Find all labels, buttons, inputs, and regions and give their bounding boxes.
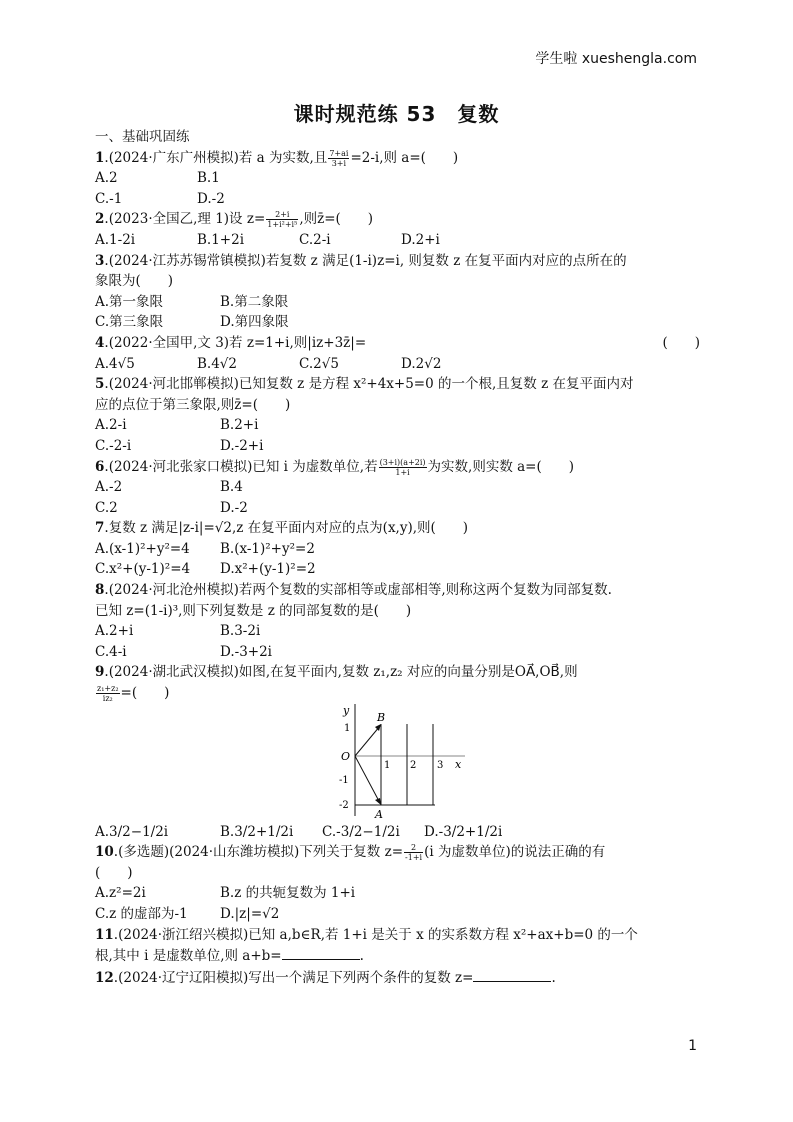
option[interactable]: B.z 的共轭复数为 1+i — [220, 885, 356, 902]
question-7 — [95, 518, 700, 539]
option[interactable]: D.x²+(y-1)²=2 — [220, 561, 316, 578]
option[interactable]: B.3/2+1/2i — [220, 823, 294, 840]
answer-blank[interactable] — [282, 945, 360, 960]
option[interactable]: B.2+i — [220, 417, 259, 434]
question-number: 5 — [95, 376, 105, 393]
question-1 — [95, 148, 700, 169]
option[interactable]: A.4√5 — [95, 355, 135, 372]
y-tick-label: -2 — [339, 799, 349, 811]
question-number: 6 — [95, 458, 105, 475]
options-row — [95, 498, 700, 519]
options-row — [95, 822, 700, 843]
question-text: (i 为虚数单位)的说法正确的有 — [424, 844, 606, 861]
option[interactable]: C.第三象限 — [95, 314, 164, 331]
option[interactable]: D.2+i — [401, 231, 440, 248]
question-number: 11 — [95, 926, 114, 943]
question-text: .(2024·广东广州模拟)若 a 为实数,且 — [104, 149, 328, 166]
option[interactable]: D.-3/2+1/2i — [424, 823, 503, 840]
options-row — [95, 904, 700, 925]
option[interactable]: B.1 — [197, 170, 220, 187]
question-number: 7 — [95, 520, 105, 537]
options-row — [95, 415, 700, 436]
fraction-denominator: 3+i — [331, 158, 347, 168]
options-row — [95, 312, 700, 333]
vector-ob — [355, 726, 380, 756]
x-tick-label: 1 — [384, 759, 391, 771]
question-text: .(2024·辽宁辽阳模拟)写出一个满足下列两个条件的复数 z= — [113, 969, 474, 986]
option[interactable]: D.2√2 — [401, 355, 442, 372]
answer-blank[interactable] — [473, 967, 551, 982]
option[interactable]: B.(x-1)²+y²=2 — [220, 540, 315, 557]
option[interactable]: A.2+i — [95, 623, 134, 640]
fraction-denominator: 1+i²+i⁵ — [267, 220, 298, 230]
question-text: .(2023·全国乙,理 1)设 z= — [104, 211, 266, 228]
question-text: .(多选题)(2024·山东潍坊模拟)下列关于复数 z= — [113, 844, 404, 861]
options-row — [95, 189, 700, 210]
question-text: =( ) — [120, 685, 170, 702]
question-number: 9 — [95, 664, 105, 681]
question-text: 根,其中 i 是虚数单位,则 a+b= — [95, 948, 282, 965]
answer-paren: ( ) — [662, 334, 700, 351]
section-heading: 一、基础巩固练 — [95, 129, 190, 145]
option[interactable]: C.-1 — [95, 190, 123, 207]
option[interactable]: A.2-i — [95, 417, 127, 434]
question-number: 12 — [95, 969, 114, 986]
fraction-denominator: iz₂ — [102, 694, 113, 704]
option[interactable]: D.-2+i — [220, 437, 264, 454]
question-8 — [95, 580, 700, 601]
question-text: ,则z̄=( ) — [299, 211, 374, 228]
option[interactable]: A.-2 — [95, 479, 123, 496]
question-text: .(2024·湖北武汉模拟)如图,在复平面内,复数 z₁,z₂ 对应的向量分别是OA⃗,OB⃗,则 — [104, 664, 578, 681]
question-text: 象限为( ) — [95, 273, 174, 290]
options-row — [95, 292, 700, 313]
option[interactable]: C.x²+(y-1)²=4 — [95, 561, 191, 578]
option[interactable]: B.1+2i — [197, 231, 245, 248]
option[interactable]: C.-3/2−1/2i — [322, 823, 400, 840]
fraction — [266, 210, 298, 229]
options-row — [95, 642, 700, 663]
option[interactable]: A.z²=2i — [95, 885, 146, 902]
question-6 — [95, 457, 700, 478]
question-number: 8 — [95, 582, 105, 599]
option[interactable]: C.2-i — [299, 231, 331, 248]
question-text: . — [551, 969, 556, 986]
option[interactable]: C.2 — [95, 499, 118, 516]
question-11 — [95, 925, 700, 946]
option[interactable]: C.2√5 — [299, 355, 339, 372]
question-text: .(2024·浙江绍兴模拟)已知 a,b∈R,若 1+i 是关于 x 的实系数方程 x²+ax+b=0 的一个 — [113, 926, 638, 943]
question-text: .(2024·河北沧州模拟)若两个复数的实部相等或虚部相等,则称这两个复数为同部复数. — [104, 582, 612, 599]
fraction-denominator: -1+i — [405, 853, 423, 863]
y-axis-label: y — [343, 703, 350, 717]
question-text: .(2024·江苏苏锡常镇模拟)若复数 z 满足(1-i)z=i, 则复数 z 在复平面内对应的点所在的 — [104, 252, 627, 269]
options-row — [95, 559, 700, 580]
option[interactable]: A.第一象限 — [95, 293, 164, 310]
question-5 — [95, 374, 700, 395]
question-text: 已知 z=(1-i)³,则下列复数是 z 的同部复数的是( ) — [95, 602, 412, 619]
question-10 — [95, 842, 700, 863]
fraction — [96, 684, 120, 703]
options-row — [95, 621, 700, 642]
option[interactable]: D.-2 — [197, 190, 225, 207]
question-text: 为实数,则实数 a=( ) — [427, 458, 575, 475]
question-text: ( ) — [95, 864, 133, 881]
question-number: 2 — [95, 211, 105, 228]
fraction-numerator: z₁+z₂ — [97, 684, 119, 694]
arrowhead-a — [375, 798, 381, 805]
option[interactable]: A.(x-1)²+y²=4 — [95, 540, 190, 557]
fraction-numerator: 2 — [404, 843, 423, 853]
point-b-label: B — [377, 710, 386, 724]
option[interactable]: B.4 — [220, 479, 243, 496]
fraction — [379, 458, 427, 477]
fraction — [328, 149, 349, 168]
option[interactable]: A.2 — [95, 170, 118, 187]
option[interactable]: C.-2-i — [95, 437, 132, 454]
option[interactable]: C.z 的虚部为-1 — [95, 906, 188, 922]
complex-plane-svg — [335, 704, 475, 822]
page-title: 课时规范练 53 复数 — [293, 102, 500, 126]
option[interactable]: A.1-2i — [95, 231, 136, 248]
question-text: .复数 z 满足|z-i|=√2,z 在复平面内对应的点为(x,y),则( ) — [104, 520, 469, 537]
fraction-numerator: 7+ai — [329, 148, 349, 158]
option[interactable]: A.3/2−1/2i — [95, 823, 169, 840]
question-number: 10 — [95, 844, 114, 861]
page-number: 1 — [688, 1038, 697, 1054]
origin-label: O — [341, 749, 351, 763]
options-row — [95, 883, 700, 904]
question-text: .(2024·河北张家口模拟)已知 i 为虚数单位,若 — [104, 458, 378, 475]
question-list — [95, 127, 700, 988]
question-text: . — [359, 948, 364, 965]
question-3 — [95, 251, 700, 272]
options-row — [95, 477, 700, 498]
option[interactable]: B.第二象限 — [220, 293, 289, 310]
x-tick-label: 3 — [437, 759, 444, 771]
question-11-cont — [95, 945, 700, 967]
fraction-numerator: 2+i — [266, 210, 298, 220]
options-row — [95, 539, 700, 560]
y-tick-label: 1 — [344, 722, 351, 734]
question-text: 应的点位于第三象限,则z̄=( ) — [95, 396, 291, 413]
question-text: =2-i,则 a=( ) — [350, 149, 459, 166]
question-9-cont — [95, 683, 700, 704]
option[interactable]: D.-3+2i — [220, 643, 273, 660]
options-row — [95, 354, 700, 375]
option[interactable]: B.4√2 — [197, 355, 237, 372]
option[interactable]: B.3-2i — [220, 623, 261, 640]
question-number: 4 — [95, 334, 105, 351]
question-text: .(2022·全国甲,文 3)若 z=1+i,则|iz+3z̄|= — [104, 334, 367, 351]
options-row — [95, 436, 700, 457]
fraction-denominator: 1+i — [395, 467, 410, 477]
x-axis-label: x — [455, 757, 462, 771]
question-2 — [95, 209, 700, 230]
arrowhead-b — [375, 724, 381, 731]
question-number: 1 — [95, 149, 105, 166]
x-tick-label: 2 — [410, 759, 417, 771]
site-watermark: 学生啦 xueshengla.com — [535, 51, 697, 67]
option[interactable]: D.第四象限 — [220, 314, 289, 331]
question-text: .(2024·河北邯郸模拟)已知复数 z 是方程 x²+4x+5=0 的一个根,且复数 z 在复平面内对 — [104, 376, 634, 393]
options-row — [95, 168, 700, 189]
question-number: 3 — [95, 252, 105, 269]
vector-oa — [355, 756, 380, 803]
option[interactable]: C.4-i — [95, 643, 127, 660]
fraction-numerator: (3+i)(a+2i) — [379, 457, 426, 467]
option[interactable]: D.-2 — [220, 499, 248, 516]
question-4 — [95, 333, 700, 354]
option[interactable]: D.|z|=√2 — [220, 906, 280, 922]
y-tick-label: -1 — [339, 774, 349, 786]
point-a-label: A — [375, 807, 383, 821]
question-9 — [95, 662, 700, 683]
options-row — [95, 230, 700, 251]
question-12 — [95, 967, 700, 989]
fraction — [404, 843, 423, 862]
complex-plane-figure — [95, 704, 700, 822]
